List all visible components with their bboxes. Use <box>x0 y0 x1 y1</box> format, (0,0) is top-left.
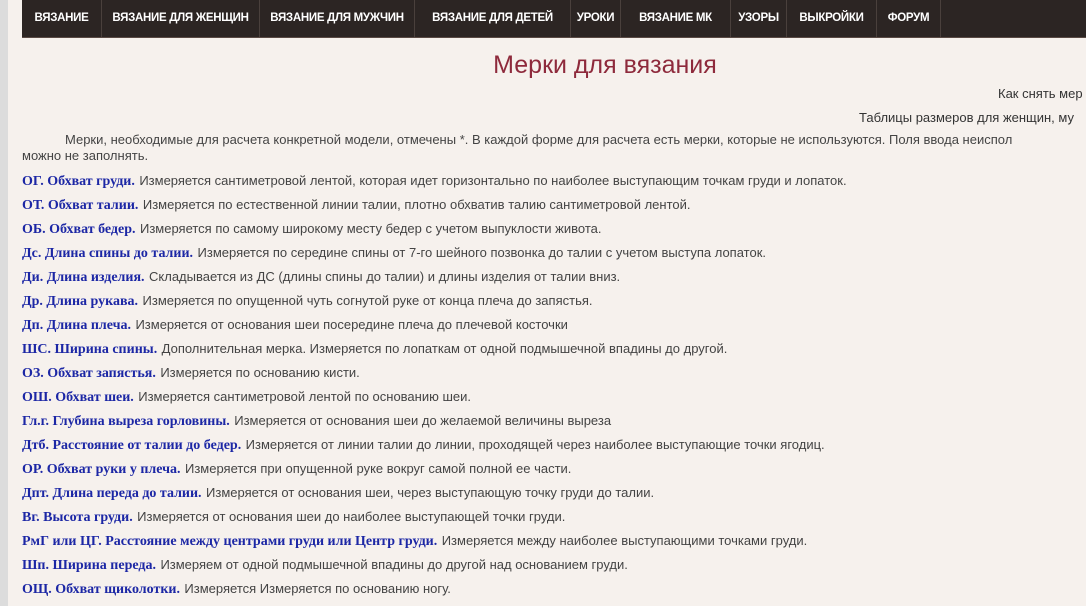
intro-line-2: можно не заполнять. <box>22 148 149 163</box>
measurement-term: ОЗ. Обхват запястья. <box>22 366 156 381</box>
measurement-desc: Измеряется по опущенной чуть согнутой руке от конца плеча до запястья. <box>142 293 593 308</box>
measurement-desc: Измеряется от основания шеи до желаемой величины выреза <box>234 413 612 428</box>
nav-item-knitting-men[interactable]: ВЯЗАНИЕ ДЛЯ МУЖЧИН <box>260 0 415 37</box>
measurement-desc: Измеряется Измеряется по основанию ногу. <box>184 581 451 596</box>
list-item <box>22 364 1086 388</box>
measurement-desc: Измеряем от одной подмышечной впадины до другой над основанием груди. <box>160 557 628 572</box>
list-item <box>22 292 1086 316</box>
list-item <box>22 508 1086 532</box>
measurement-desc: Измеряется по естественной линии талии, плотно обхватив талию сантиметровой лентой. <box>142 197 691 212</box>
measurement-term: РмГ или ЦГ. Расстояние между центрами груди или Центр груди. <box>22 534 438 549</box>
link-how-to-measure[interactable]: Как снять мер <box>998 86 1083 101</box>
list-item <box>22 244 1086 268</box>
measurement-term: Др. Длина рукава. <box>22 294 139 309</box>
nav-item-patterns[interactable]: УЗОРЫ <box>731 0 787 37</box>
list-item <box>22 460 1086 484</box>
measurement-desc: Измеряется от основания шеи, через выступающую точку груди до талии. <box>206 485 655 500</box>
measurement-term: Дтб. Расстояние от талии до бедер. <box>22 438 242 453</box>
measurement-desc: Измеряется по основанию кисти. <box>160 365 360 380</box>
link-size-tables[interactable]: Таблицы размеров для женщин, му <box>859 110 1074 125</box>
measurement-desc: Измеряется по середине спины от 7-го шейного позвонка до талии с учетом выступа лопаток. <box>197 245 766 260</box>
intro-line-1: Мерки, необходимые для расчета конкретной модели, отмечены *. В каждой форме для расчета есть мерки, которые не используются. Поля ввода неиспол <box>65 132 1013 147</box>
list-item <box>22 316 1086 340</box>
measurement-term: ОБ. Обхват бедер. <box>22 222 136 237</box>
list-item <box>22 412 1086 436</box>
measurement-desc: Измеряется сантиметровой лентой, которая идет горизонтально по наиболее выступающим точкам груди и лопаток. <box>139 173 847 188</box>
nav-item-knitting-kids[interactable]: ВЯЗАНИЕ ДЛЯ ДЕТЕЙ <box>415 0 571 37</box>
measurement-term: ШС. Ширина спины. <box>22 342 158 357</box>
list-item <box>22 532 1086 556</box>
list-item <box>22 340 1086 364</box>
measurement-desc: Измеряется по самому широкому месту бедер с учетом выпуклости живота. <box>139 221 602 236</box>
measurement-desc: Дополнительная мерка. Измеряется по лопаткам от одной подмышечной впадины до другой. <box>161 341 728 356</box>
measurement-desc: Складывается из ДС (длины спины до талии) и длины изделия от талии вниз. <box>149 269 621 284</box>
measurement-term: Вг. Высота груди. <box>22 510 133 525</box>
measurement-desc: Измеряется от основания шеи посередине плеча до плечевой косточки <box>135 317 568 332</box>
left-edge-strip <box>0 0 8 606</box>
nav-item-knitting[interactable]: ВЯЗАНИЕ <box>22 0 102 37</box>
measurement-desc: Измеряется от линии талии до линии, проходящей через наиболее выступающие точки ягодиц. <box>245 437 825 452</box>
measurement-term: ОШ. Обхват шеи. <box>22 390 134 405</box>
list-item <box>22 580 1086 604</box>
measurement-term: ОТ. Обхват талии. <box>22 198 139 213</box>
page-title: Мерки для вязания <box>493 51 717 79</box>
measurement-desc: Измеряется сантиметровой лентой по основанию шеи. <box>138 389 471 404</box>
list-item <box>22 484 1086 508</box>
measurement-term: Ди. Длина изделия. <box>22 270 145 285</box>
nav-item-knitting-mk[interactable]: ВЯЗАНИЕ МК <box>621 0 731 37</box>
intro-paragraph <box>22 132 1086 164</box>
list-item <box>22 436 1086 460</box>
nav-item-forum[interactable]: ФОРУМ <box>877 0 941 37</box>
measurement-term: ОР. Обхват руки у плеча. <box>22 462 181 477</box>
measurement-term: Дп. Длина плеча. <box>22 318 131 333</box>
main-nav <box>22 0 1086 38</box>
measurement-desc: Измеряется при опущенной руке вокруг самой полной ее части. <box>185 461 572 476</box>
list-item <box>22 556 1086 580</box>
measurement-term: Дпт. Длина переда до талии. <box>22 486 202 501</box>
measurements-list <box>22 172 1086 604</box>
measurement-term: Шп. Ширина переда. <box>22 558 156 573</box>
nav-item-cutouts[interactable]: ВЫКРОЙКИ <box>787 0 877 37</box>
measurement-term: Гл.г. Глубина выреза горловины. <box>22 414 230 429</box>
measurement-desc: Измеряется между наиболее выступающими точками груди. <box>441 533 808 548</box>
measurement-term: Дс. Длина спины до талии. <box>22 246 194 261</box>
list-item <box>22 220 1086 244</box>
list-item <box>22 196 1086 220</box>
measurement-term: ОГ. Обхват груди. <box>22 174 135 189</box>
list-item <box>22 268 1086 292</box>
list-item <box>22 388 1086 412</box>
nav-item-lessons[interactable]: УРОКИ <box>571 0 621 37</box>
measurement-desc: Измеряется от основания шеи до наиболее выступающей точки груди. <box>137 509 566 524</box>
list-item <box>22 172 1086 196</box>
nav-item-knitting-women[interactable]: ВЯЗАНИЕ ДЛЯ ЖЕНЩИН <box>102 0 260 37</box>
measurement-term: ОЩ. Обхват щиколотки. <box>22 582 180 597</box>
